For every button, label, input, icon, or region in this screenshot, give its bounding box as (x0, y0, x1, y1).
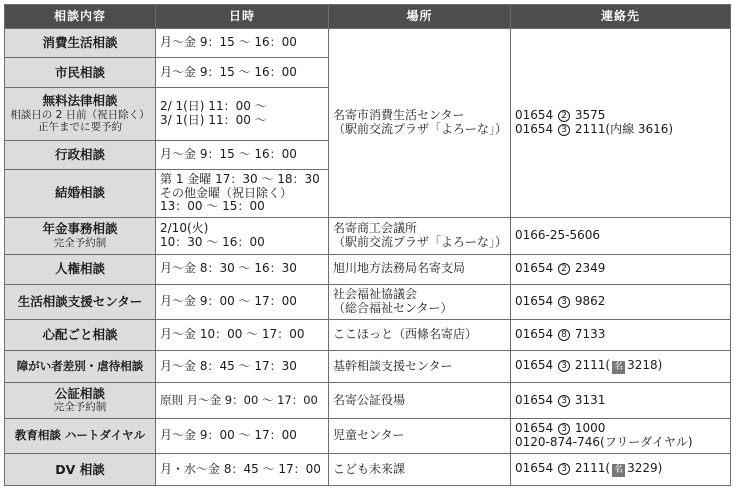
topic-cell: 市民相談 (5, 58, 156, 87)
place-cell-shared: 名寄市消費生活センター （駅前交流プラザ「よろーな」） (329, 29, 511, 218)
time-cell: 月～金 8：30 ～ 16：30 (156, 255, 329, 284)
place-cell: 名寄公証役場 (329, 383, 511, 419)
table-row (5, 29, 731, 58)
extension-name-badge: 名 (614, 465, 624, 476)
topic-cell: 心配ごと相談 (5, 320, 156, 351)
contact-cell: 01654 3 3131 (511, 383, 731, 419)
time-cell: 2/ 1(日) 11：00 ～ 3/ 1(日) 11：00 ～ (156, 87, 329, 140)
topic-cell: 障がい者差別・虐待相談 (5, 350, 156, 383)
time-cell: 月～金 9：15 ～ 16：00 (156, 58, 329, 87)
circled-number: 3 (558, 463, 570, 475)
time-cell: 2/10(火) 10：30 ～ 16：00 (156, 217, 329, 255)
table-row (5, 217, 731, 255)
circled-number: 2 (558, 263, 570, 275)
contact-cell: 01654 3 9862 (511, 284, 731, 320)
contact-cell: 01654 3 2111( 名 3218) (511, 350, 731, 383)
topic-cell: 結婚相談 (5, 170, 156, 217)
circled-number: 3 (558, 423, 570, 435)
consultation-schedule-table (4, 4, 731, 486)
contact-cell: 01654 2 2349 (511, 255, 731, 284)
contact-cell: 01654 3 2111( 名 3229) (511, 454, 731, 486)
circled-number: 8 (558, 329, 570, 341)
topic-cell: 人権相談 (5, 255, 156, 284)
place-cell: 旭川地方法務局名寄支局 (329, 255, 511, 284)
table-header-row (5, 5, 731, 29)
time-cell: 月～金 10：00 ～ 17：00 (156, 320, 329, 351)
time-cell: 月～金 9：00 ～ 17：00 (156, 418, 329, 454)
table-row (5, 284, 731, 320)
table-row (5, 383, 731, 419)
topic-cell: DV 相談 (5, 454, 156, 486)
topic-cell: 年金事務相談 完全予約制 (5, 217, 156, 255)
place-cell: 社会福祉協議会 （総合福祉センター） (329, 284, 511, 320)
time-cell: 原則 月～金 9：00 ～ 17：00 (156, 383, 329, 419)
header-time: 日時 (156, 5, 329, 29)
time-cell: 月～金 8：45 ～ 17：30 (156, 350, 329, 383)
contact-cell-shared (511, 29, 731, 218)
circled-number: 3 (558, 296, 570, 308)
topic-cell: 生活相談支援センター (5, 284, 156, 320)
circled-number: 2 (558, 110, 570, 122)
contact-line: 01654 3 2111(内線 3616) (515, 121, 674, 136)
time-cell: 第 1 金曜 17：30 ～ 18：30 その他金曜（祝日除く） 13：00 ～ 15：00 (156, 170, 329, 217)
time-cell: 月・水～金 8：45 ～ 17：00 (156, 454, 329, 486)
circled-number: 3 (558, 395, 570, 407)
topic-cell: 無料法律相談 相談日の 2 日前（祝日除く） 正午までに要予約 (5, 87, 156, 140)
header-topic: 相談内容 (5, 5, 156, 29)
table-row (5, 418, 731, 454)
circled-number: 3 (558, 124, 570, 136)
place-cell: こども未来課 (329, 454, 511, 486)
header-place: 場所 (329, 5, 511, 29)
topic-cell: 消費生活相談 (5, 29, 156, 58)
time-cell: 月～金 9：15 ～ 16：00 (156, 29, 329, 58)
circled-number: 3 (558, 360, 570, 372)
time-cell: 月～金 9：00 ～ 17：00 (156, 284, 329, 320)
header-contact: 連絡先 (511, 5, 731, 29)
table-row (5, 350, 731, 383)
contact-cell: 0166-25-5606 (511, 217, 731, 255)
place-cell: 名寄商工会議所 （駅前交流プラザ「よろーな」） (329, 217, 511, 255)
contact-cell: 01654 3 1000 0120-874-746(フリーダイヤル) (511, 418, 731, 454)
topic-cell: 教育相談 ハートダイヤル (5, 418, 156, 454)
topic-cell: 公証相談 完全予約制 (5, 383, 156, 419)
table-row (5, 255, 731, 284)
contact-cell: 01654 8 7133 (511, 320, 731, 351)
contact-line: 01654 2 3575 (515, 107, 606, 122)
place-cell: 児童センター (329, 418, 511, 454)
place-cell: ここほっと（西條名寄店） (329, 320, 511, 351)
time-cell: 月～金 9：15 ～ 16：00 (156, 140, 329, 169)
place-cell: 基幹相談支援センター (329, 350, 511, 383)
topic-cell: 行政相談 (5, 140, 156, 169)
table-row (5, 320, 731, 351)
table-row (5, 454, 731, 486)
extension-name-badge: 名 (614, 361, 624, 372)
